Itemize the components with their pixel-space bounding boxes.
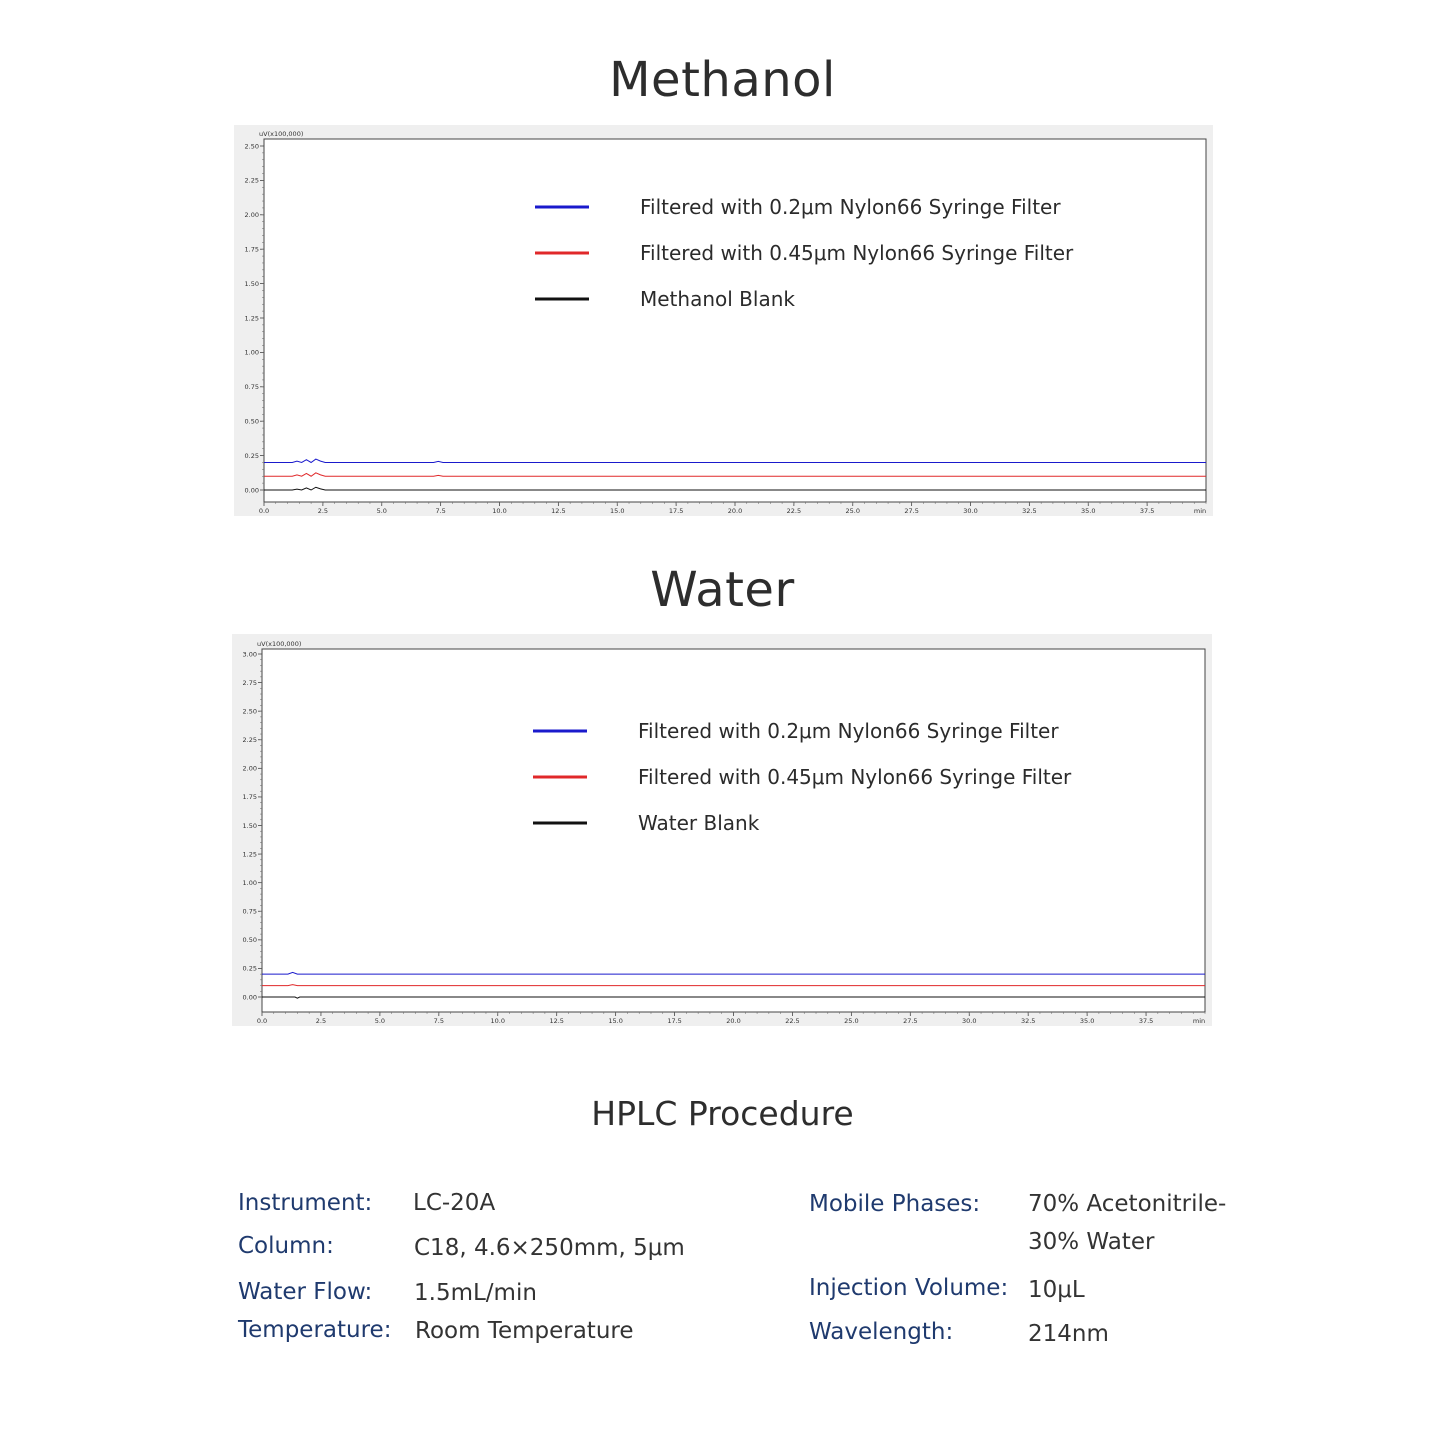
procedure-label-water-flow: Water Flow: (238, 1279, 373, 1305)
y-tick-label: 1.75 (244, 245, 259, 254)
procedure-value-water-flow: 1.5mL/min (414, 1280, 537, 1306)
y-tick-label: 0.50 (244, 417, 259, 426)
legend-label-1: Filtered with 0.45μm Nylon66 Syringe Filter (640, 241, 1074, 265)
y-tick-label: 2.25 (242, 736, 257, 745)
x-tick-label: min (1193, 507, 1207, 515)
x-tick-label: 12.5 (549, 1017, 564, 1025)
x-tick-label: 27.5 (904, 507, 919, 515)
x-tick-label: 2.5 (317, 507, 329, 515)
legend-label-0: Filtered with 0.2μm Nylon66 Syringe Filter (638, 719, 1059, 743)
x-tick-label: 0.0 (258, 507, 270, 515)
x-tick-label: 10.0 (492, 507, 507, 515)
x-tick-label: 17.5 (668, 507, 684, 515)
x-tick-label: 20.0 (727, 507, 743, 515)
x-tick-label: 22.5 (786, 507, 802, 515)
y-tick-label: 0.00 (244, 486, 259, 495)
procedure-value-column: C18, 4.6×250mm, 5μm (414, 1235, 685, 1261)
plot-area (264, 139, 1206, 502)
legend-label-2: Water Blank (638, 811, 760, 835)
y-axis-label: uV(x100,000) (259, 130, 304, 138)
x-tick-label: 37.5 (1139, 507, 1155, 515)
methanol-chromatogram (234, 125, 1213, 516)
legend-label-2: Methanol Blank (640, 287, 795, 311)
x-tick-label: 5.0 (376, 507, 387, 515)
x-tick-label: 32.5 (1020, 1017, 1036, 1025)
y-tick-label: 2.00 (242, 764, 257, 773)
chart-title-methanol: Methanol (609, 52, 836, 108)
x-tick-label: 0.0 (256, 1017, 268, 1025)
x-tick-label: 20.0 (726, 1017, 741, 1025)
procedure-label-column: Column: (238, 1233, 334, 1259)
x-tick-label: 12.5 (551, 507, 566, 515)
x-tick-label: 25.0 (845, 507, 860, 515)
y-tick-label: 0.50 (242, 936, 257, 945)
y-tick-label: 0.75 (242, 907, 257, 916)
legend-label-1: Filtered with 0.45μm Nylon66 Syringe Filter (638, 765, 1072, 789)
x-tick-label: 7.5 (433, 1017, 444, 1025)
procedure-label-mobile-phases: Mobile Phases: (809, 1191, 981, 1217)
legend-label-0: Filtered with 0.2μm Nylon66 Syringe Filter (640, 195, 1061, 219)
y-tick-label: 1.25 (244, 314, 259, 323)
procedure-label-wavelength: Wavelength: (809, 1319, 954, 1345)
procedure-value-mobile-phases-line2: 30% Water (1028, 1229, 1155, 1255)
water-chart-svg (232, 634, 1212, 1026)
y-tick-label: 0.25 (244, 451, 259, 460)
y-tick-label: 1.75 (242, 793, 257, 802)
x-tick-label: 15.0 (608, 1017, 623, 1025)
water-chromatogram (232, 634, 1212, 1026)
procedure-value-instrument: LC-20A (413, 1190, 496, 1216)
y-tick-label: 2.75 (242, 678, 257, 687)
x-tick-label: 35.0 (1081, 507, 1096, 515)
y-tick-label: 2.00 (244, 211, 259, 220)
procedure-value-injection-volume: 10μL (1028, 1277, 1085, 1303)
x-tick-label: 35.0 (1079, 1017, 1095, 1025)
x-tick-label: 7.5 (435, 507, 446, 515)
y-tick-label: 1.00 (244, 348, 259, 357)
y-tick-label: 1.50 (242, 821, 257, 830)
methanol-chart-svg (234, 125, 1213, 516)
procedure-title: HPLC Procedure (591, 1094, 854, 1133)
procedure-value-mobile-phases: 70% Acetonitrile- (1028, 1191, 1227, 1217)
x-tick-label: 5.0 (374, 1017, 386, 1025)
x-tick-label: 22.5 (785, 1017, 800, 1025)
y-tick-label: 1.50 (244, 279, 259, 288)
procedure-label-temperature: Temperature: (238, 1317, 392, 1343)
y-tick-label: 2.25 (244, 176, 259, 185)
procedure-value-wavelength: 214nm (1028, 1321, 1109, 1347)
y-tick-label: 1.00 (242, 878, 257, 887)
x-tick-label: min (1192, 1017, 1206, 1025)
y-tick-label: 1.25 (242, 850, 257, 859)
x-tick-label: 15.0 (610, 507, 625, 515)
chart-title-water: Water (650, 562, 795, 618)
x-tick-label: 37.5 (1138, 1017, 1154, 1025)
y-axis-label: uV(x100,000) (257, 640, 302, 648)
x-tick-label: 32.5 (1022, 507, 1037, 515)
x-tick-label: 17.5 (667, 1017, 682, 1025)
x-tick-label: 25.0 (844, 1017, 859, 1025)
y-tick-label: 2.50 (242, 707, 257, 716)
x-tick-label: 30.0 (962, 1017, 977, 1025)
y-tick-label: 0.00 (242, 993, 257, 1002)
y-tick-label: 0.25 (242, 964, 257, 973)
y-tick-label: 3.00 (242, 650, 257, 659)
x-tick-label: 27.5 (903, 1017, 918, 1025)
y-tick-label: 0.75 (244, 383, 259, 392)
procedure-value-temperature: Room Temperature (415, 1318, 634, 1344)
procedure-label-instrument: Instrument: (238, 1190, 373, 1216)
procedure-label-injection-volume: Injection Volume: (809, 1275, 1009, 1301)
x-tick-label: 2.5 (315, 1017, 327, 1025)
x-tick-label: 10.0 (490, 1017, 505, 1025)
y-tick-label: 2.50 (244, 142, 259, 151)
x-tick-label: 30.0 (963, 507, 978, 515)
